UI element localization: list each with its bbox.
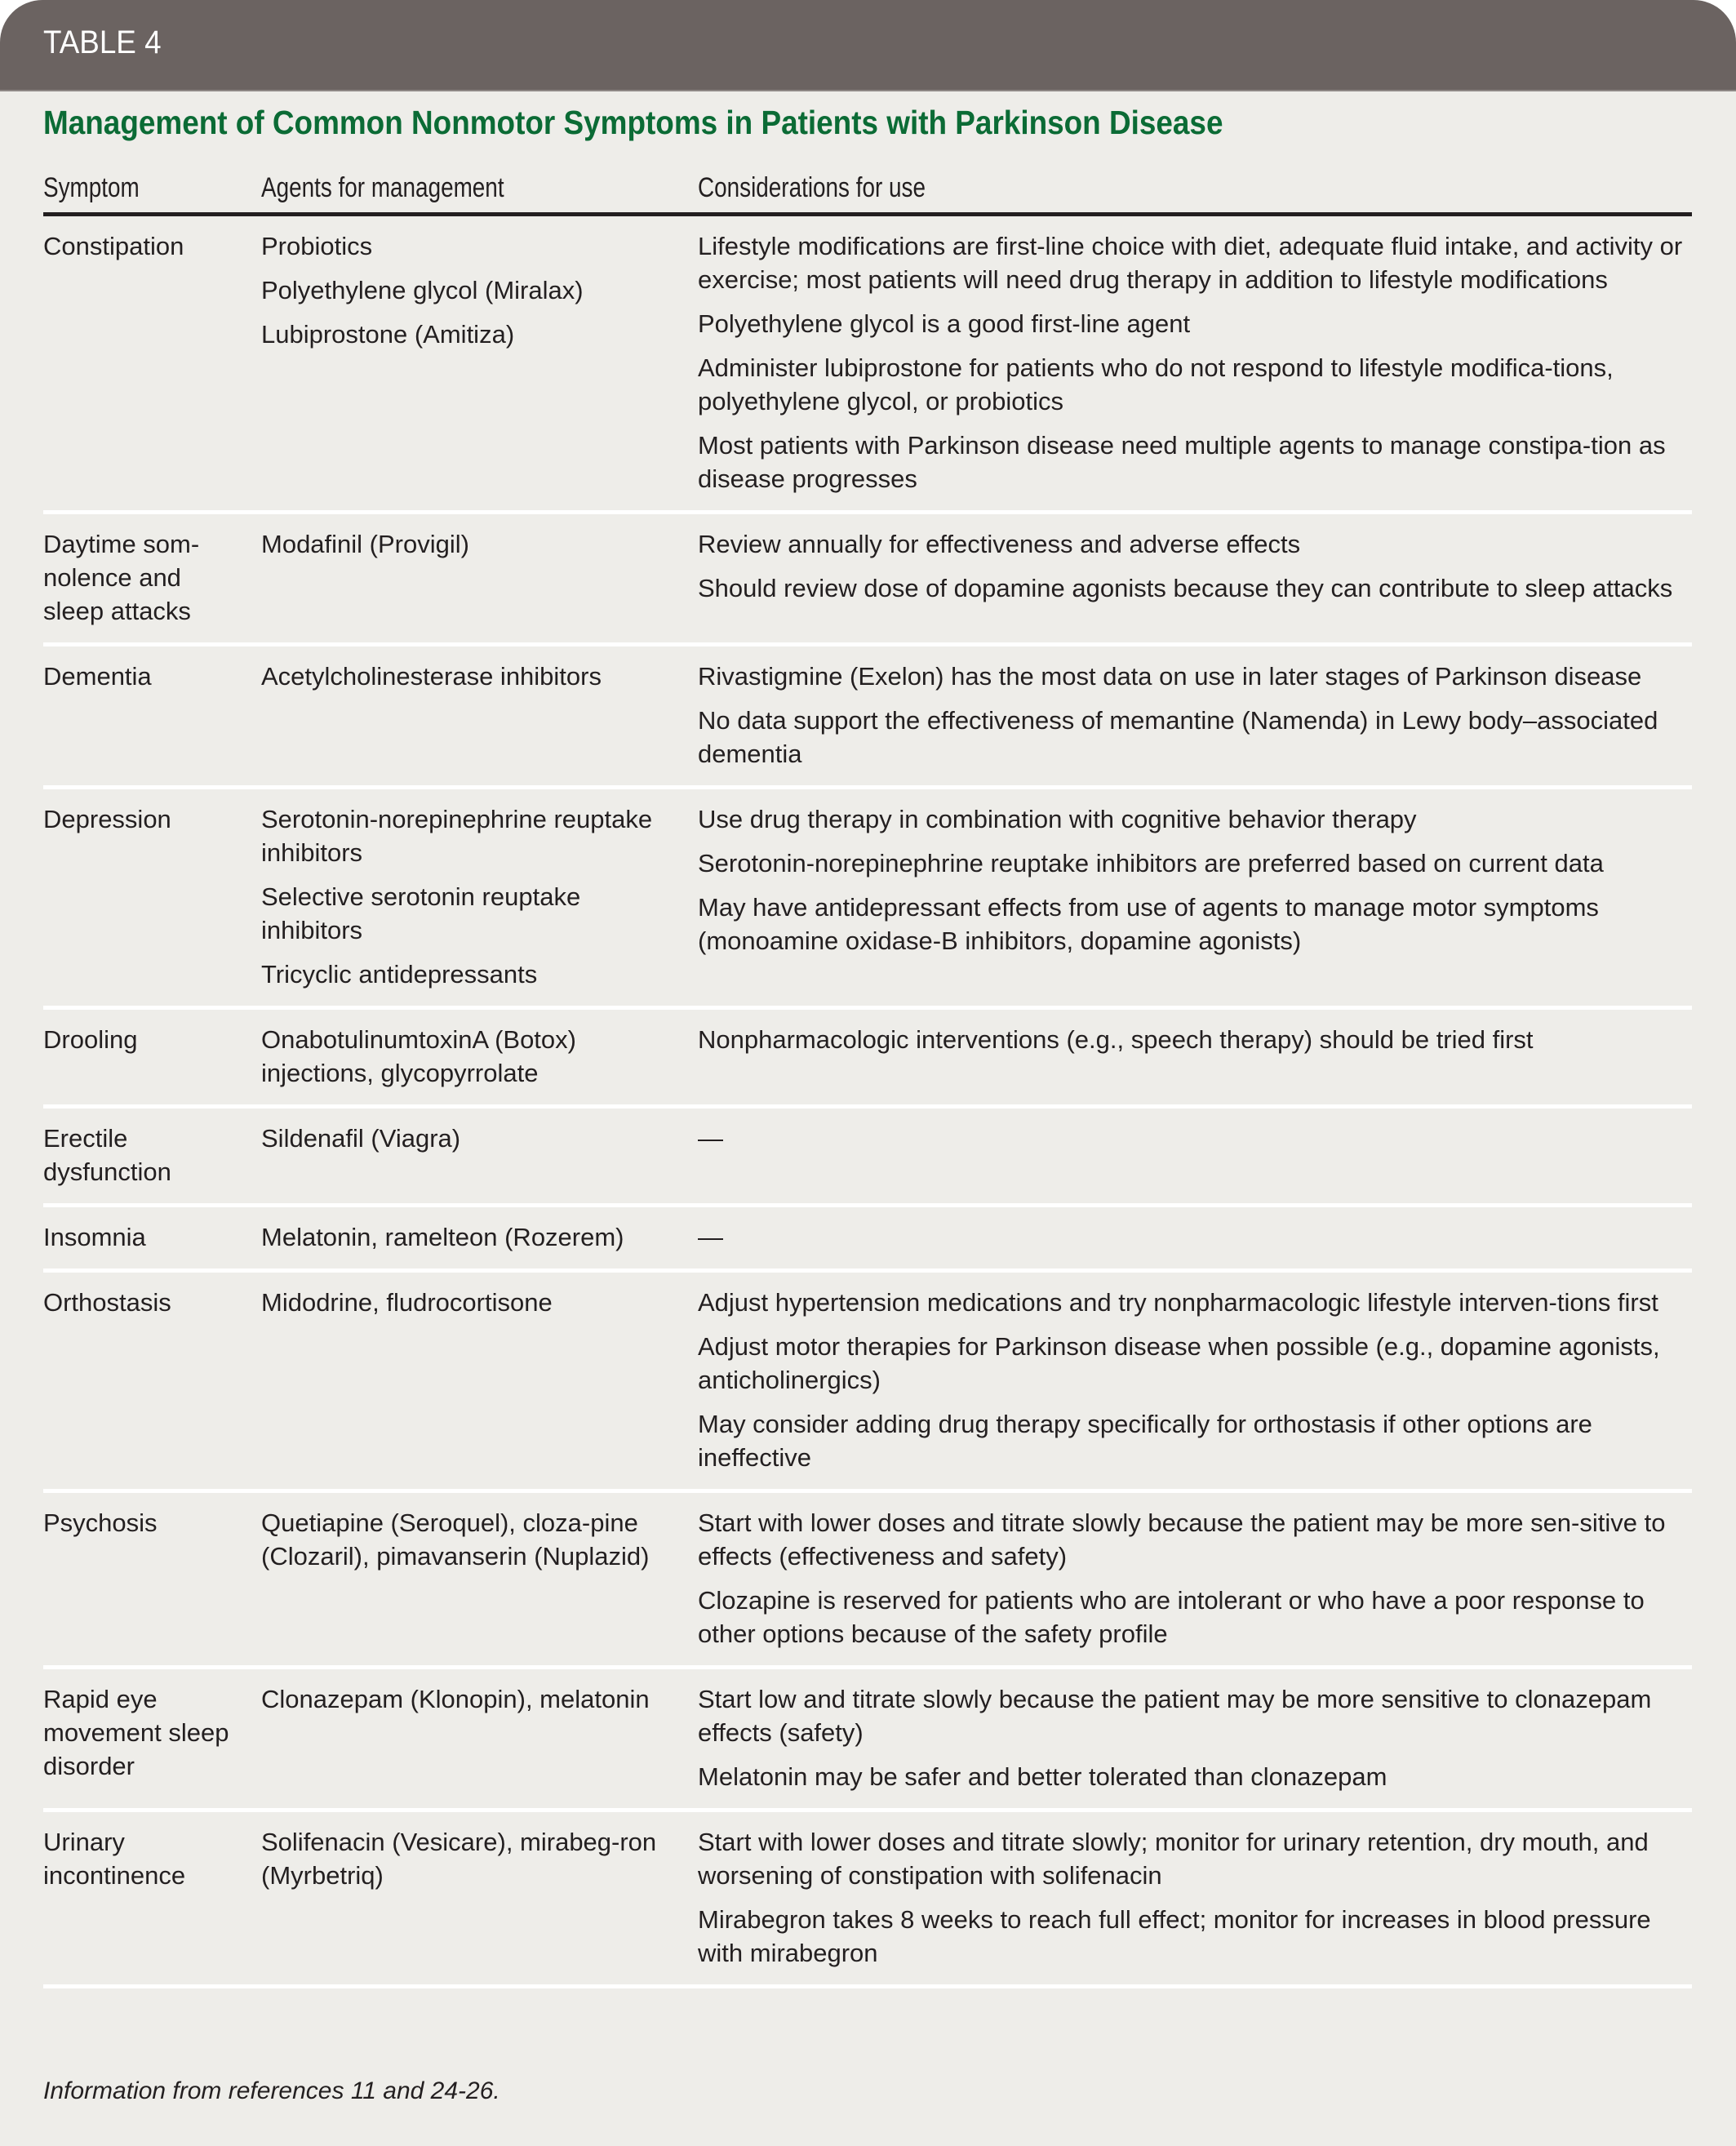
considerations-cell <box>698 1220 1692 1254</box>
symptom-cell <box>43 1506 261 1651</box>
table-label-band <box>0 0 1736 91</box>
considerations-cell <box>698 1825 1692 1970</box>
considerations-cell <box>698 1506 1692 1651</box>
agents-cell <box>261 527 698 628</box>
consideration-item: May have antidepressant effects from use of agents to manage motor symptoms (monoamine oxidase-B inhibitors, dopamine agonists) <box>698 893 1599 955</box>
consideration-item: May consider adding drug therapy specifically for orthostasis if other options are ineffective <box>698 1410 1592 1472</box>
consideration-item: Most patients with Parkinson disease need multiple agents to manage constipa-tion as disease progresses <box>698 431 1666 493</box>
agent-item: Solifenacin (Vesicare), mirabeg-ron (Myrbetriq) <box>261 1828 657 1890</box>
agent-item: Lubiprostone (Amitiza) <box>261 320 515 349</box>
agents-cell <box>261 229 698 495</box>
agent-item: Clonazepam (Klonopin), melatonin <box>261 1685 650 1713</box>
consideration-item: Rivastigmine (Exelon) has the most data on use in later stages of Parkinson disease <box>698 662 1642 691</box>
considerations-cell <box>698 229 1692 495</box>
considerations-cell <box>698 527 1692 628</box>
agents-cell <box>261 1286 698 1474</box>
symptom-cell <box>43 527 261 628</box>
agent-item: Acetylcholinesterase inhibitors <box>261 662 602 691</box>
consideration-item: — <box>698 1223 723 1251</box>
agent-item: Tricyclic antidepressants <box>261 960 538 989</box>
consideration-item: Start low and titrate slowly because the patient may be more sensitive to clonazepam effects (safety) <box>698 1685 1652 1747</box>
agents-cell <box>261 802 698 991</box>
agent-item: Selective serotonin reuptake inhibitors <box>261 882 581 944</box>
table-row <box>43 1109 1692 1207</box>
consideration-item: Start with lower doses and titrate slowly because the patient may be more sen-sitive to effects (effectiveness and safety) <box>698 1508 1666 1571</box>
symptom-text: Insomnia <box>43 1223 146 1251</box>
consideration-item: Nonpharmacologic interventions (e.g., speech therapy) should be tried first <box>698 1025 1534 1054</box>
symptom-cell <box>43 1122 261 1189</box>
agent-item: Serotonin-norepinephrine reuptake inhibitors <box>261 805 653 867</box>
agent-item: Midodrine, fludrocortisone <box>261 1288 553 1317</box>
agent-item: Polyethylene glycol (Miralax) <box>261 276 584 304</box>
column-header-agents: Agents for management <box>261 171 504 203</box>
agents-cell <box>261 1220 698 1254</box>
column-header-symptom: Symptom <box>43 171 140 203</box>
table-row <box>43 1669 1692 1812</box>
symptom-text: Rapid eye movement sleep disorder <box>43 1685 229 1780</box>
table-title: Management of Common Nonmotor Symptoms in Patients with Parkinson Disease <box>43 104 1223 141</box>
symptom-cell <box>43 660 261 771</box>
symptom-cell <box>43 802 261 991</box>
consideration-item: Serotonin-norepinephrine reuptake inhibitors are preferred based on current data <box>698 849 1604 878</box>
consideration-item: Mirabegron takes 8 weeks to reach full effect; monitor for increases in blood pressure with mirabegron <box>698 1905 1651 1967</box>
symptom-cell <box>43 1220 261 1254</box>
agents-cell <box>261 660 698 771</box>
consideration-item: Lifestyle modifications are first-line choice with diet, adequate fluid intake, and activity or exercise; most patients will need drug therapy in addition to lifestyle modifications <box>698 232 1683 294</box>
consideration-item: Should review dose of dopamine agonists because they can contribute to sleep attacks <box>698 574 1673 602</box>
agent-item: Quetiapine (Seroquel), cloza-pine (Clozaril), pimavanserin (Nuplazid) <box>261 1508 650 1571</box>
table-header-row <box>43 163 1692 216</box>
data-table <box>43 163 1692 1988</box>
consideration-item: Administer lubiprostone for patients who do not respond to lifestyle modifica-tions, polyethylene glycol, or probiotics <box>698 353 1614 415</box>
consideration-item: Polyethylene glycol is a good first-line agent <box>698 309 1191 338</box>
consideration-item: No data support the effectiveness of memantine (Namenda) in Lewy body–associated dementia <box>698 706 1658 768</box>
agents-cell <box>261 1023 698 1090</box>
consideration-item: Adjust motor therapies for Parkinson disease when possible (e.g., dopamine agonists, anticholinergics) <box>698 1332 1660 1394</box>
consideration-item: Adjust hypertension medications and try nonpharmacologic lifestyle interven-tions first <box>698 1288 1658 1317</box>
table-row <box>43 514 1692 646</box>
table-body <box>43 216 1692 1988</box>
symptom-text: Orthostasis <box>43 1288 171 1317</box>
considerations-cell <box>698 802 1692 991</box>
agents-cell <box>261 1825 698 1970</box>
table-row <box>43 1207 1692 1273</box>
table-row <box>43 789 1692 1010</box>
consideration-item: Clozapine is reserved for patients who are intolerant or who have a poor response to other options because of the safety profile <box>698 1586 1645 1648</box>
symptom-cell <box>43 1825 261 1970</box>
symptom-text: Drooling <box>43 1025 138 1054</box>
considerations-cell <box>698 1023 1692 1090</box>
symptom-text: Dementia <box>43 662 152 691</box>
symptom-cell <box>43 1682 261 1793</box>
symptom-text: Psychosis <box>43 1508 158 1537</box>
symptom-cell <box>43 229 261 495</box>
table-row <box>43 646 1692 789</box>
considerations-cell <box>698 660 1692 771</box>
agents-cell <box>261 1682 698 1793</box>
table-row <box>43 1010 1692 1109</box>
considerations-cell <box>698 1122 1692 1189</box>
consideration-item: Start with lower doses and titrate slowly; monitor for urinary retention, dry mouth, and worsening of constipation with solifenacin <box>698 1828 1649 1890</box>
table-row <box>43 216 1692 514</box>
table-row <box>43 1273 1692 1493</box>
column-header-considerations: Considerations for use <box>698 171 926 203</box>
symptom-text: Depression <box>43 805 171 833</box>
symptom-text: Daytime som-nolence and sleep attacks <box>43 530 200 625</box>
agent-item: Modafinil (Provigil) <box>261 530 469 558</box>
agent-item: Sildenafil (Viagra) <box>261 1124 461 1153</box>
symptom-cell <box>43 1023 261 1090</box>
agents-cell <box>261 1122 698 1189</box>
consideration-item: Melatonin may be safer and better tolerated than clonazepam <box>698 1762 1387 1791</box>
table-label: TABLE 4 <box>43 24 162 60</box>
agent-item: OnabotulinumtoxinA (Botox) injections, glycopyrrolate <box>261 1025 576 1087</box>
symptom-text: Constipation <box>43 232 184 260</box>
symptom-text: Erectile dysfunction <box>43 1124 171 1186</box>
agent-item: Probiotics <box>261 232 373 260</box>
consideration-item: Review annually for effectiveness and adverse effects <box>698 530 1301 558</box>
footnote: Information from references 11 and 24-26. <box>43 2077 500 2104</box>
agent-item: Melatonin, ramelteon (Rozerem) <box>261 1223 624 1251</box>
considerations-cell <box>698 1682 1692 1793</box>
agents-cell <box>261 1506 698 1651</box>
consideration-item: Use drug therapy in combination with cognitive behavior therapy <box>698 805 1417 833</box>
table-row <box>43 1493 1692 1669</box>
consideration-item: — <box>698 1124 723 1153</box>
symptom-text: Urinary incontinence <box>43 1828 186 1890</box>
table-row <box>43 1812 1692 1988</box>
considerations-cell <box>698 1286 1692 1474</box>
symptom-cell <box>43 1286 261 1474</box>
